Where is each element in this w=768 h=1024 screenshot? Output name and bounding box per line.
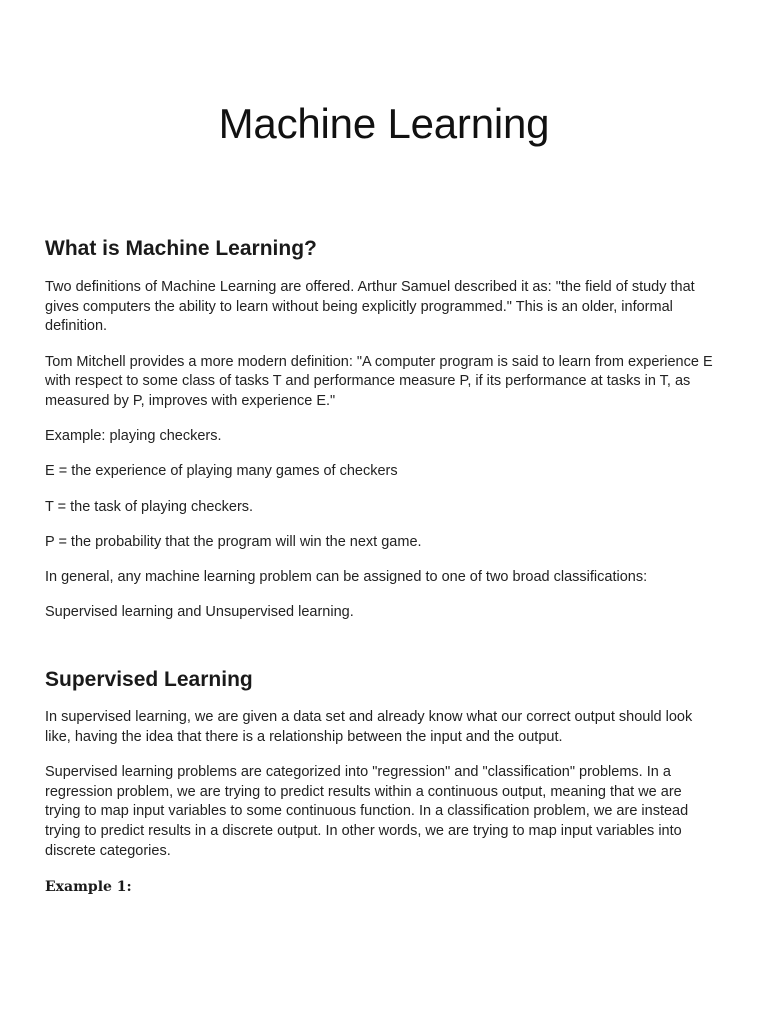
paragraph: Example: playing checkers.	[45, 428, 222, 445]
section-what-is-ml	[45, 235, 723, 623]
section-heading: What is Machine Learning?	[45, 237, 317, 260]
paragraph: P = the probability that the program will win the next game.	[45, 533, 422, 550]
paragraph: Tom Mitchell provides a more modern definition: "A computer program is said to learn from experience E with respect to some class of tasks T and performance measure P, if its performance at tasks in T, as measured by P, improves with experience E."	[45, 353, 713, 410]
example-label: Example 1:	[45, 879, 132, 896]
section-heading: Supervised Learning	[45, 667, 253, 691]
paragraph: T = the task of playing checkers.	[45, 498, 254, 515]
paragraph: E = the experience of playing many games of checkers	[45, 463, 398, 480]
paragraph: Supervised learning and Unsupervised learning.	[45, 604, 354, 621]
section-supervised-learning	[45, 666, 723, 897]
paragraph: In supervised learning, we are given a data set and already know what our correct output should look like, having the idea that there is a relationship between the input and the output.	[45, 708, 693, 745]
paragraph: Two definitions of Machine Learning are offered. Arthur Samuel described it as: "the field of study that gives computers the ability to learn without being explicitly programmed." This is an older, informal definition.	[45, 279, 695, 335]
paragraph: In general, any machine learning problem can be assigned to one of two broad classifications:	[45, 569, 648, 586]
document-title: Machine Learning	[218, 100, 550, 147]
paragraph: Supervised learning problems are categorized into "regression" and "classification" problems. In a regression problem, we are trying to predict results within a continuous output, meaning that we are trying to map input variables to some continuous function. In a classification problem, we are instead trying to predict results in a discrete output. In other words, we are trying to map input variables into discrete categories.	[45, 763, 689, 859]
